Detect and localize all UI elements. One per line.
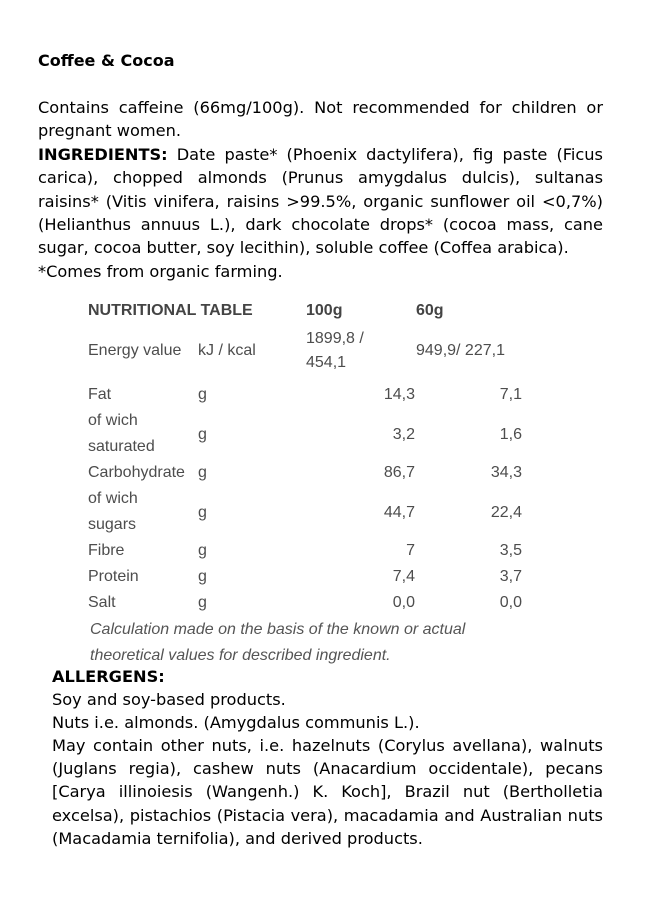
nutrient-label: Fat xyxy=(88,386,112,403)
nutrition-row-saturated xyxy=(88,402,528,454)
allergens-section xyxy=(52,665,603,850)
organic-note: *Comes from organic farming. xyxy=(38,261,283,281)
energy-100g-line1: 1899,8 / xyxy=(306,330,364,347)
nutrient-60g: 7,1 xyxy=(499,386,522,403)
nutrient-100g: 0,0 xyxy=(392,594,415,611)
nutrient-100g: 14,3 xyxy=(383,386,415,403)
nutrient-60g: 3,5 xyxy=(499,542,522,559)
nutrition-row-fat xyxy=(88,376,528,402)
nutrient-unit: g xyxy=(198,568,207,585)
nutrient-label-line1: of wich xyxy=(88,412,138,429)
nutrient-unit: g xyxy=(198,594,207,611)
column-header-60g: 60g xyxy=(416,302,444,319)
nutrition-table-title: NUTRITIONAL TABLE xyxy=(88,302,253,319)
nutrient-100g: 7,4 xyxy=(392,568,415,585)
energy-100g-line2: 454,1 xyxy=(306,354,347,371)
nutrient-100g: 3,2 xyxy=(392,426,415,443)
nutrient-unit: g xyxy=(198,504,207,521)
energy-60g: 949,9/ 227,1 xyxy=(416,342,505,359)
caffeine-warning: Contains caffeine (66mg/100g). Not recommended for children or pregnant women. xyxy=(38,98,603,141)
nutrient-label-line1: of wich xyxy=(88,490,138,507)
nutrient-60g: 3,7 xyxy=(499,568,522,585)
allergen-may-contain: May contain other nuts, i.e. hazelnuts (Corylus avellana), walnuts (Juglans regia), cashew nuts (Anacardium occidentale), pecans [Carya illinoiesis (Wangenh.) K. Koch], Brazil nut (Bertholletia excelsa), pistachios (Pistacia vera), macadamia and Australian nuts (Macadamia ternifolia), and derived products. xyxy=(52,736,603,848)
allergen-nuts: Nuts i.e. almonds. (Amygdalus communis L.). xyxy=(52,713,420,733)
nutrient-100g: 7 xyxy=(406,542,415,559)
ingredients-paragraph xyxy=(38,143,603,260)
nutrient-60g: 34,3 xyxy=(490,464,522,481)
allergens-heading: ALLERGENS: xyxy=(52,667,165,686)
nutrient-label-line2: sugars xyxy=(88,516,137,533)
nutrient-label: Protein xyxy=(88,568,139,585)
column-header-100g: 100g xyxy=(306,302,343,319)
nutrient-label: Salt xyxy=(88,594,116,611)
nutrition-row-energy xyxy=(88,324,528,376)
nutrient-unit: g xyxy=(198,426,207,443)
allergen-soy: Soy and soy-based products. xyxy=(52,690,286,710)
nutrient-60g: 22,4 xyxy=(490,504,522,521)
nutrition-header-row xyxy=(88,296,528,324)
nutrition-table xyxy=(88,296,528,666)
nutrient-label-line2: saturated xyxy=(88,438,155,455)
nutrient-unit: g xyxy=(198,464,207,481)
nutrient-unit: g xyxy=(198,386,207,403)
nutrient-60g: 0,0 xyxy=(499,594,522,611)
product-description xyxy=(38,96,603,283)
nutrition-row-salt xyxy=(88,584,528,610)
energy-label: Energy value xyxy=(88,342,182,359)
nutrition-row-fibre xyxy=(88,532,528,558)
nutrient-unit: g xyxy=(198,542,207,559)
nutrition-row-sugars xyxy=(88,480,528,532)
nutrient-100g: 86,7 xyxy=(383,464,415,481)
nutrition-note-row xyxy=(88,610,528,666)
nutrient-label: Fibre xyxy=(88,542,125,559)
product-title: Coffee & Cocoa xyxy=(38,51,175,70)
nutrition-row-carbohydrate xyxy=(88,454,528,480)
nutrition-calculation-note: Calculation made on the basis of the known or actual theoretical values for described ingredient. xyxy=(90,621,466,664)
nutrient-label: Carbohydrate xyxy=(88,464,185,481)
nutrition-row-protein xyxy=(88,558,528,584)
ingredients-text: Date paste* (Phoenix dactylifera), fig paste (Ficus carica), chopped almonds (Prunus amygdalus dulcis), sultanas raisins* (Vitis vinifera, raisins >99.5%, organic sunflower oil <0,7%) (Helianthus annuus L.), dark chocolate drops* (cocoa mass, cane sugar, cocoa butter, soy lecithin), soluble coffee (Coffea arabica). xyxy=(38,144,603,258)
energy-unit: kJ / kcal xyxy=(198,342,256,359)
ingredients-label: INGREDIENTS: xyxy=(38,144,168,164)
nutrient-60g: 1,6 xyxy=(499,426,522,443)
nutrient-100g: 44,7 xyxy=(383,504,415,521)
